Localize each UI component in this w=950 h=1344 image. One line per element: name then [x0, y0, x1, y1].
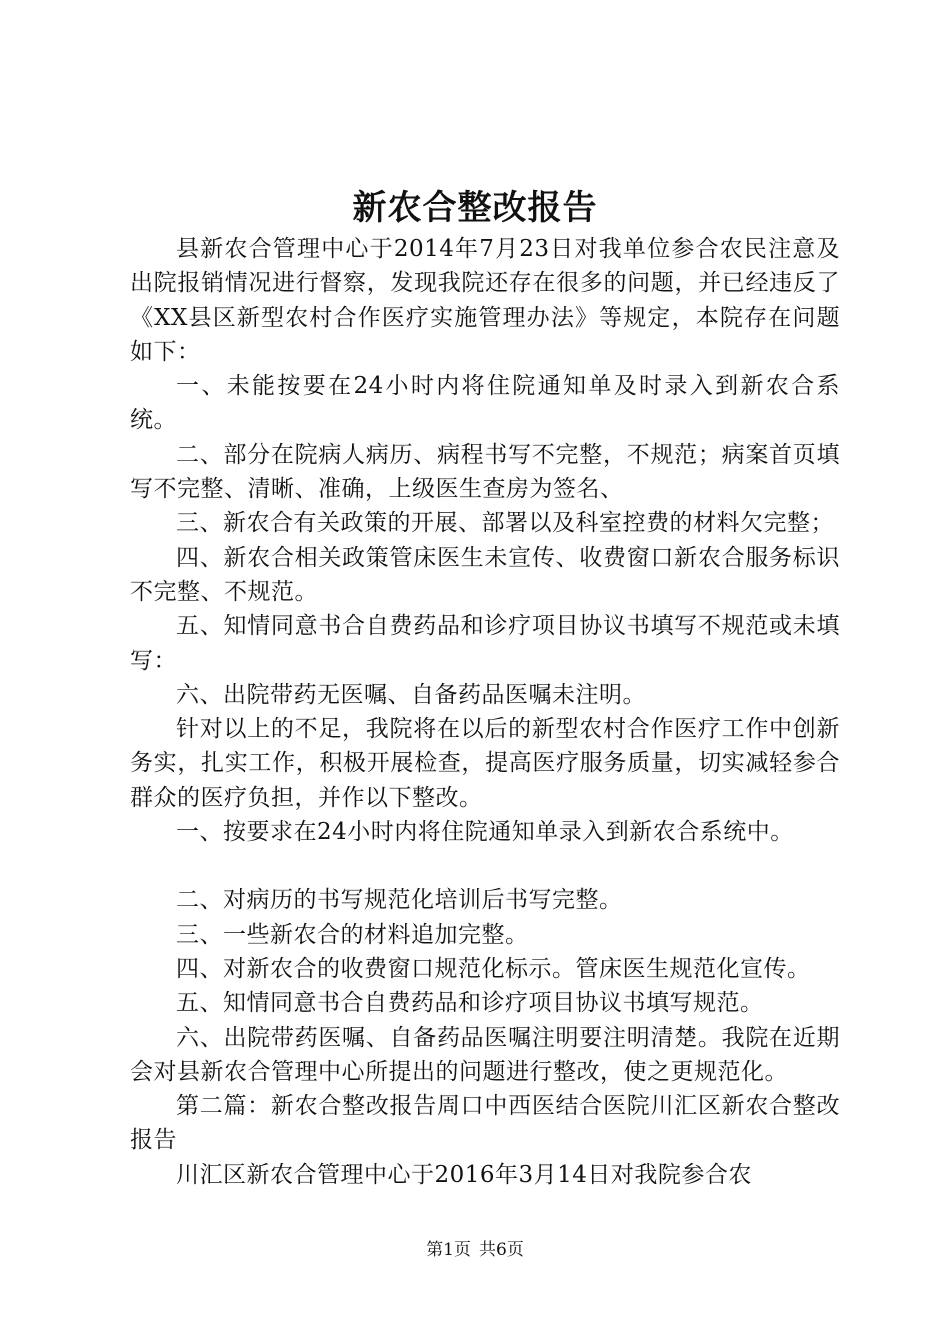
body-paragraph: 五、知情同意书合自费药品和诊疗项目协议书填写不规范或未填写：	[130, 613, 840, 674]
body-paragraph: 五、知情同意书合自费药品和诊疗项目协议书填写规范。	[176, 990, 764, 1017]
body-paragraph: 县新农合管理中心于2014年7月23日对我单位参合农民注意及出院报销情况进行督察，发现我院还存在很多的问题，并已经违反了《XX县区新型农村合作医疗实施管理办法》等规定，本院存在问题如下：	[130, 236, 840, 365]
body-paragraph: 一、未能按要在24小时内将住院通知单及时录入到新农合系统。	[130, 373, 840, 434]
body-paragraph: 四、对新农合的收费窗口规范化标示。管床医生规范化宣传。	[176, 955, 811, 982]
page-total: 共6页	[479, 1240, 524, 1260]
body-paragraph: 六、出院带药医嘱、自备药品医嘱注明要注明清楚。我院在近期会对县新农合管理中心所提出的问题进行整改，使之更规范化。	[130, 1024, 840, 1085]
body-paragraph: 第二篇：新农合整改报告周口中西医结合医院川汇区新农合整改报告	[130, 1093, 840, 1154]
body-paragraph: 三、新农合有关政策的开展、部署以及科室控费的材料欠完整；	[176, 510, 834, 537]
body-paragraph: 四、新农合相关政策管床医生未宣传、收费窗口新农合服务标识不完整、不规范。	[130, 544, 840, 605]
body-paragraph: 川汇区新农合管理中心于2016年3月14日对我院参合农	[176, 1161, 752, 1188]
page-number: 第1页	[426, 1240, 471, 1260]
body-paragraph: 一、按要求在24小时内将住院通知单录入到新农合系统中。	[176, 819, 794, 846]
body-paragraph: 针对以上的不足，我院将在以后的新型农村合作医疗工作中创新务实，扎实工作，积极开展检查，提高医疗服务质量，切实减轻参合群众的医疗负担，并作以下整改。	[130, 716, 840, 811]
body-paragraph: 三、一些新农合的材料追加完整。	[176, 921, 529, 948]
body-paragraph: 六、出院带药无医嘱、自备药品医嘱未注明。	[176, 681, 646, 708]
page-footer	[0, 1238, 950, 1262]
document-body	[130, 232, 840, 1192]
body-paragraph: 二、对病历的书写规范化培训后书写完整。	[176, 887, 623, 914]
body-paragraph: 二、部分在院病人病历、病程书写不完整，不规范；病案首页填写不完整、清晰、准确，上级医生查房为签名、	[130, 441, 840, 503]
document-title: 新农合整改报告	[352, 188, 598, 228]
